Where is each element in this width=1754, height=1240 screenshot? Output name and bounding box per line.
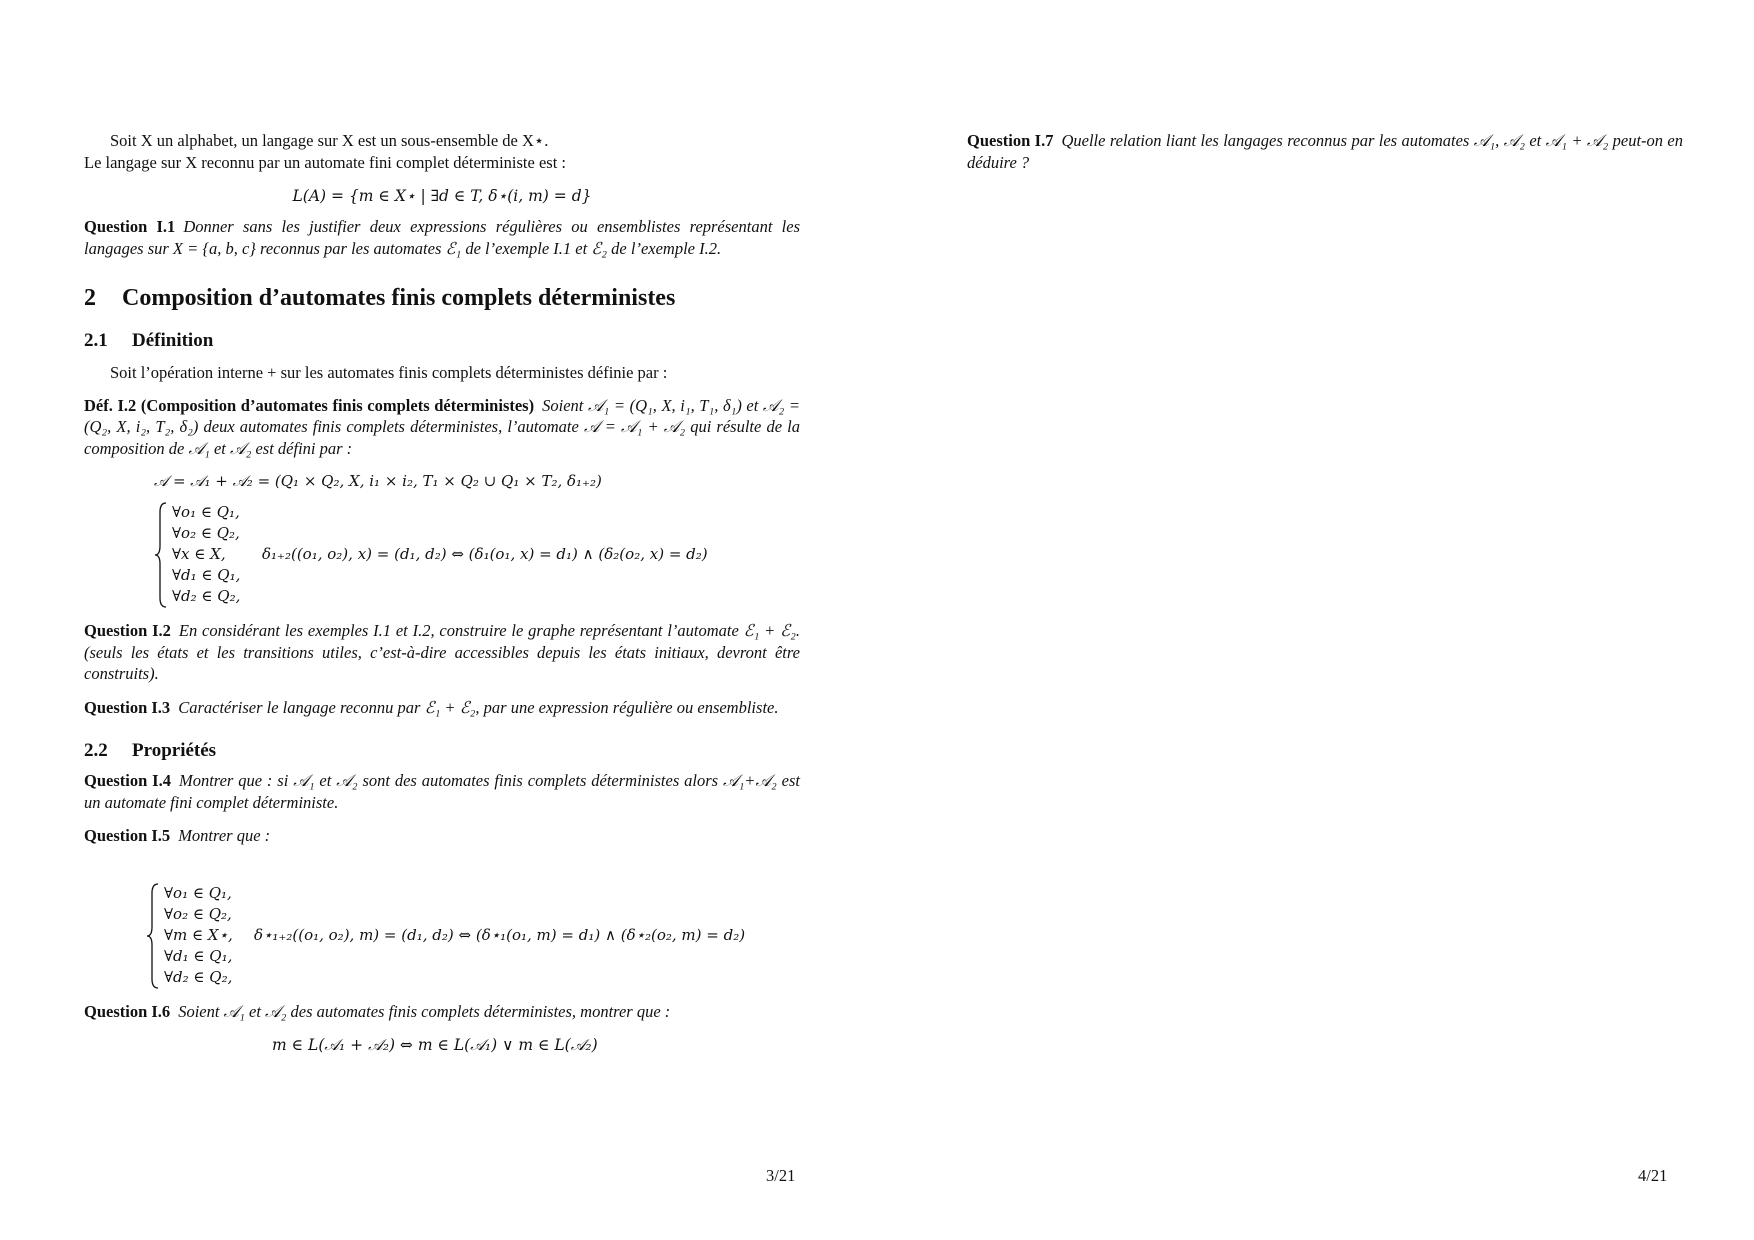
equation-language: L(A) = {m ∈ X⋆ | ∃d ∈ T, δ⋆(i, m) = d} — [292, 187, 592, 205]
condition-item: ∀o₂ ∈ Q₂, — [172, 524, 240, 542]
right-page — [967, 130, 1683, 173]
question-text: Caractériser le langage reconnu par ℰ₁ + ℰ₂, par une expression régulière ou ensembliste. — [178, 697, 779, 717]
question-text: Montrer que : si 𝒜₁ et 𝒜₂ sont des automates finis complets déterministes alors 𝒜₁+𝒜₂ est un automate fini complet déterministe. — [84, 771, 801, 812]
question-label: Question I.2 — [84, 621, 171, 640]
question-label: Question I.6 — [84, 1001, 171, 1021]
question-text: Montrer que : — [178, 826, 271, 845]
definition-text: Soient 𝒜₁ = (Q₁, X, i₁, T₁, δ₁) et 𝒜₂ = (Q₂, X, i₂, T₂, δ₂) deux automates finis complets déterministes, l’automate 𝒜 = 𝒜₁ + 𝒜₂ qui résulte de la composition de 𝒜₁ et 𝒜₂ est défini par : — [84, 395, 801, 458]
condition-list — [172, 502, 240, 607]
transition-equivalence: δ₁₊₂((o₁, o₂), x) = (d₁, d₂) ⇔ (δ₁(o₁, x) = d₁) ∧ (δ₂(o₂, x) = d₂) — [262, 545, 708, 563]
question-i5 — [84, 825, 800, 847]
transition-system-1 — [154, 502, 800, 608]
section-number: 2 — [84, 285, 96, 311]
question-i1 — [84, 216, 800, 259]
condition-item: ∀o₁ ∈ Q₁, — [164, 883, 232, 902]
section-heading — [84, 285, 800, 312]
intro-line-1: Soit X un alphabet, un langage sur X est un sous-ensemble de X⋆. — [110, 131, 549, 150]
condition-item: ∀d₁ ∈ Q₁, — [172, 566, 241, 584]
question-i3 — [84, 697, 800, 719]
transition-equivalence: δ⋆₁₊₂((o₁, o₂), m) = (d₁, d₂) ⇔ (δ⋆₁(o₁, m) = d₁) ∧ (δ⋆₂(o₂, m) = d₂) — [254, 925, 746, 944]
section-title: Composition d’automates finis complets déterministes — [122, 285, 676, 311]
question-label: Question I.1 — [84, 217, 176, 236]
subsection-title: Définition — [132, 330, 214, 351]
equation-composition: 𝒜 = 𝒜₁ + 𝒜₂ = (Q₁ × Q₂, X, i₁ × i₂, T₁ × Q₂ ∪ Q₁ × T₂, δ₁₊₂) — [154, 472, 602, 490]
condition-item: ∀o₁ ∈ Q₁, — [172, 503, 240, 521]
left-brace-icon — [154, 502, 168, 608]
question-text: En considérant les exemples I.1 et I.2, construire le graphe représentant l’automate ℰ₁ + ℰ₂. (seuls les états et les transitions utiles, c’est-à-dire accessibles depuis les états initiaux, devront être construits). — [84, 621, 800, 683]
condition-list — [164, 883, 233, 988]
subsection-heading-definition — [84, 330, 800, 352]
condition-item: ∀d₂ ∈ Q₂, — [164, 967, 233, 986]
definition-intro: Soit l’opération interne + sur les automates finis complets déterministes définie par : — [110, 363, 668, 382]
condition-item: ∀o₂ ∈ Q₂, — [164, 904, 232, 923]
question-label: Question I.4 — [84, 771, 171, 790]
condition-item: ∀d₂ ∈ Q₂, — [172, 587, 241, 605]
question-i7 — [967, 130, 1683, 173]
definition-i2 — [84, 395, 800, 460]
question-text: Donner sans les justifier deux expressions régulières ou ensemblistes représentant les langages sur X = {a, b, c} reconnus par les automates ℰ₁ de l’exemple I.1 et ℰ₂ de l’exemple I.2. — [84, 217, 800, 258]
definition-label: Déf. I.2 (Composition d’automates finis complets déterministes) — [84, 395, 535, 415]
transition-system-2 — [146, 883, 800, 989]
question-label: Question I.3 — [84, 697, 171, 717]
question-i2 — [84, 620, 800, 685]
question-i4 — [84, 770, 800, 813]
equation-union: m ∈ L(𝒜₁ + 𝒜₂) ⇔ m ∈ L(𝒜₁) ∨ m ∈ L(𝒜₂) — [272, 1036, 598, 1054]
question-text: Quelle relation liant les langages reconnus par les automates 𝒜₁, 𝒜₂ et 𝒜₁ + 𝒜₂ peut-on en déduire ? — [967, 131, 1683, 172]
left-page — [84, 130, 800, 1055]
subsection-number: 2.2 — [84, 740, 108, 761]
question-label: Question I.7 — [967, 131, 1054, 150]
condition-item: ∀x ∈ X, — [172, 545, 226, 563]
subsection-number: 2.1 — [84, 330, 108, 351]
condition-item: ∀d₁ ∈ Q₁, — [164, 946, 233, 965]
question-i6 — [84, 1001, 800, 1023]
question-text: Soient 𝒜₁ et 𝒜₂ des automates finis complets déterministes, montrer que : — [178, 1001, 671, 1021]
left-brace-icon — [146, 883, 160, 989]
page-number-right: 4/21 — [1638, 1166, 1668, 1185]
intro-line-2: Le langage sur X reconnu par un automate fini complet déterministe est : — [84, 152, 567, 172]
subsection-heading-properties — [84, 740, 800, 762]
page-number-left: 3/21 — [766, 1166, 796, 1185]
subsection-title: Propriétés — [132, 740, 217, 761]
question-label: Question I.5 — [84, 826, 171, 845]
condition-item: ∀m ∈ X⋆, — [164, 925, 233, 944]
